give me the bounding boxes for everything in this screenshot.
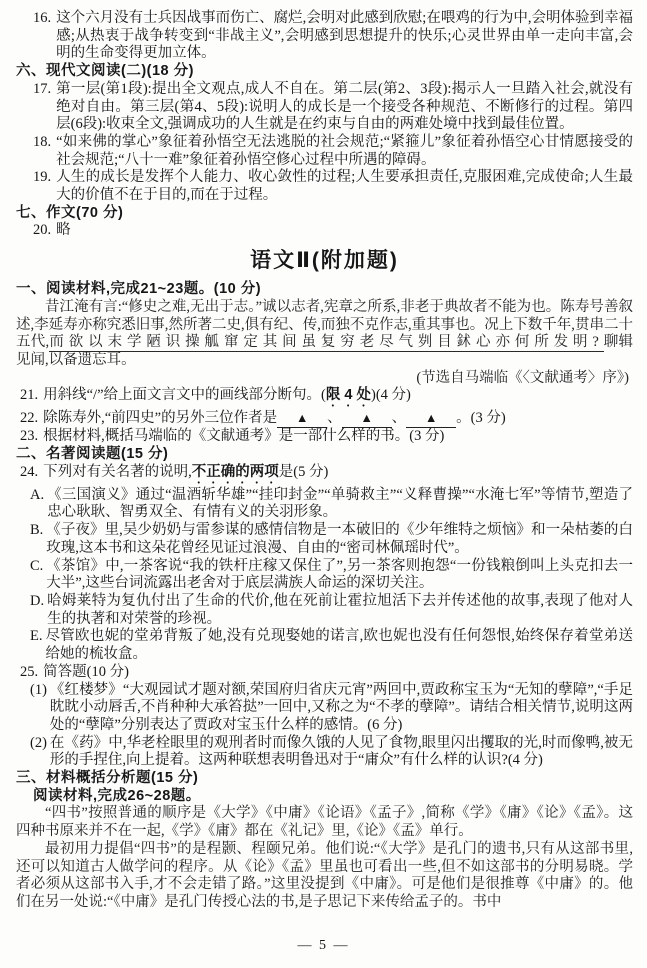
emphasized-limit: 限 4 处 bbox=[325, 387, 371, 404]
option-text: 《茶馆》中,一茶客说“我的铁杆庄稼又保住了”,另一茶客则抱怨“一份钱粮倒叫上头克扣去一大半”,这些台词流露出老舍对于底层满族人命运的深切关注。 bbox=[46, 557, 633, 592]
option-c bbox=[30, 558, 633, 593]
answer-blank-triangle: ▲ bbox=[277, 411, 327, 428]
answer-item-18 bbox=[33, 134, 633, 169]
option-label: C. bbox=[30, 557, 44, 574]
section-header-reading-material: 一、阅读材料,完成21~23题。(10 分) bbox=[16, 281, 262, 298]
separator: 、 bbox=[391, 410, 407, 427]
question-25-sub-1 bbox=[30, 682, 633, 735]
exam-title: 语文Ⅱ(附加题) bbox=[250, 249, 399, 273]
item-number: 17. bbox=[33, 80, 52, 97]
answer-blank-triangle: ▲ bbox=[406, 411, 456, 428]
material-paragraph-2: 最初用力提倡“四书”的是程颢、程颐兄弟。他们说:“《大学》是孔门的遗书,只有从这部书里,还可以知道古人做学问的程序。从《论》《孟》里虽也可看出一些,但不如这部书的分明易晓。学者必须从这部书入手,才不会走错了路。”这里没提到《中庸》。可是他们是很推尊《中庸》的。他们在另一处说:“《中庸》是孔门传授心法的书,是子思记下来传给孟子的。书中 bbox=[16, 840, 633, 910]
item-text bbox=[43, 464, 633, 487]
item-number: 23. bbox=[20, 428, 39, 445]
question-23 bbox=[20, 428, 633, 446]
answer-blank-triangle: ▲ bbox=[342, 411, 392, 428]
material-instruction: 阅读材料,完成26~28题。 bbox=[33, 787, 201, 804]
item-number: 18. bbox=[33, 133, 52, 150]
separator: 、 bbox=[327, 410, 342, 427]
question-score: 。(3 分) bbox=[456, 410, 506, 427]
sub-item-text: 在《药》中,华老栓眼里的观刑者时而像久饿的人见了食物,眼里闪出攫取的光,时而像鸭,被无形的手捏住,向上提着。这两种联想表明鲁迅对于“庸众”有什么样的认识?(4 分) bbox=[49, 734, 633, 769]
item-text: 略 bbox=[56, 222, 71, 239]
section-header-material-analysis: 三、材料概括分析题(15 分) bbox=[16, 770, 199, 787]
passage-underlined-segment: 而欲以末学陋识操觚窜定其间虽复穷老尽气刿目鉥心亦何所发明? bbox=[49, 334, 604, 351]
passage-text: 昔江淹有言:“修史之难,无出于志。”诚以志者,宪章之所系,非老于典故者不能为也。陈寿号善叙述,李延寿亦称究悉旧事,然所著二史,俱有纪、传,而独不克作志,重其事也。况上下数千年,贯串二十五代, bbox=[16, 298, 633, 351]
option-b bbox=[30, 522, 633, 557]
item-number: 19. bbox=[33, 169, 52, 186]
item-number: 21. bbox=[20, 387, 39, 404]
sub-item-text: 《红楼梦》“大观园试才题对额,荣国府归省庆元宵”两回中,贾政称宝玉为“无知的孽障”,“手足眈眈小动唇舌,不肖种种大承笞挞”一回中,又称之为“不孝的孽障”。请结合相关情节,说明这两处的“孽障”分别表达了贾政对宝玉什么样的感情。(6 分) bbox=[49, 681, 633, 733]
option-a bbox=[30, 487, 633, 522]
item-number: 22. bbox=[20, 410, 39, 427]
item-text bbox=[43, 410, 633, 428]
section-header-modern-reading: 六、现代文阅读(二)(18 分) bbox=[16, 63, 194, 80]
question-24 bbox=[20, 464, 633, 487]
option-label: A. bbox=[30, 486, 45, 503]
emphasized-incorrect-two: 不正确的两项 bbox=[191, 463, 279, 480]
passage-source-attribution: (节选自马端临《〈文献通考〉序》) bbox=[416, 369, 629, 386]
option-e bbox=[30, 628, 633, 663]
item-text: 第一层(第1段):提出全文观点,成人不自在。第二层(第2、3段):揭示人一旦踏入社会,就没有绝对自由。第三层(第4、5段):说明人的成长是一个接受各种规范、不断修行的过程。第四层(6段):收束全文,强调成功的人生就是在约束与自由的两难处境中找到最佳位置。 bbox=[56, 80, 633, 133]
passage-text-end: 聊辑见闻,以备遗忘耳。 bbox=[16, 334, 634, 368]
material-paragraph-1: “四书”按照普通的顺序是《大学》《中庸》《论语》《孟子》,简称《学》《庸》《论》《孟》。这四种书原来并不在一起,《学》《庸》都在《礼记》里,《论》《孟》单行。 bbox=[16, 805, 633, 840]
question-score: 是(5 分) bbox=[278, 463, 329, 480]
question-text: 下列对有关名著的说明, bbox=[43, 463, 192, 480]
item-number: 20. bbox=[33, 222, 52, 239]
option-text: 尽管欧也妮的堂弟背叛了她,没有兑现娶她的诺言,欧也妮也没有任何怨恨,始终保存着堂弟送给她的梳妆盒。 bbox=[45, 628, 633, 663]
sub-item-label: (1) bbox=[30, 681, 47, 698]
option-text: 《子夜》里,吴少奶奶与雷参谋的感情信物是一本破旧的《少年维特之烦恼》和一朵枯萎的白玫瑰,这本书和这朵花曾经见证过浪漫、自由的“密司林佩瑶时代”。 bbox=[46, 522, 633, 556]
page-number: — 5 — bbox=[297, 938, 350, 954]
question-score: )(4 分) bbox=[370, 387, 411, 404]
section-header-masterpiece-reading: 二、名著阅读题(15 分) bbox=[16, 446, 169, 463]
classical-passage bbox=[16, 299, 633, 370]
item-text: 根据材料,概括马端临的《文献通考》是一部什么样的书。(3 分) bbox=[43, 428, 445, 445]
answer-item-16 bbox=[33, 10, 633, 63]
question-22 bbox=[20, 410, 633, 428]
option-label: E. bbox=[30, 628, 43, 645]
answer-item-19 bbox=[33, 169, 633, 204]
option-text: 哈姆莱特为复仇付出了生命的代价,他在死前让霍拉旭活下去并传述他的故事,表现了他对人生的执著和对荣誉的珍视。 bbox=[47, 592, 633, 627]
section-header-composition: 七、作文(70 分) bbox=[16, 204, 124, 221]
answer-item-17 bbox=[33, 81, 633, 134]
question-21 bbox=[20, 387, 633, 410]
question-text: 除陈寿外,“前四史”的另外三位作者是 bbox=[43, 410, 278, 427]
question-text: 用斜线“/”给上面文言文中的画线部分断句。( bbox=[43, 387, 326, 404]
sub-item-label: (2) bbox=[30, 734, 47, 751]
answer-item-20 bbox=[33, 222, 633, 240]
option-text: 《三国演义》通过“温酒斩华雄”“挂印封金”“单骑救主”“义释曹操”“水淹七军”等情节,塑造了忠心耿耿、智勇双全、有情有义的关羽形象。 bbox=[47, 486, 633, 521]
question-25 bbox=[20, 664, 633, 682]
option-label: B. bbox=[30, 522, 44, 539]
item-text: 简答题(10 分) bbox=[43, 663, 129, 680]
option-label: D. bbox=[30, 592, 45, 609]
question-25-sub-2 bbox=[30, 735, 633, 770]
item-text: 这个六月没有士兵因战事而伤亡、腐烂,会明对此感到欣慰;在喂鸡的行为中,会明体验到幸福感;从热衷于战争转变到“非战主义”,会明感到思想提升的快乐;心灵世界由单一走向丰富,会明的生命变得更加立体。 bbox=[56, 10, 633, 62]
item-text bbox=[43, 387, 633, 410]
item-number: 25. bbox=[20, 663, 39, 680]
item-text: 人生的成长是发挥个人能力、收心敛性的过程;人生要承担责任,克服困难,完成使命;人生最大的价值不在于目的,而在于过程。 bbox=[56, 169, 633, 204]
item-text: “如来佛的掌心”象征着孙悟空无法逃脱的社会规范;“紧箍儿”象征着孙悟空心甘情愿接受的社会规范;“八十一难”象征着孙悟空修心过程中所遇的障碍。 bbox=[56, 133, 633, 168]
item-number: 16. bbox=[33, 10, 52, 26]
item-number: 24. bbox=[20, 463, 39, 480]
option-d bbox=[30, 593, 633, 628]
